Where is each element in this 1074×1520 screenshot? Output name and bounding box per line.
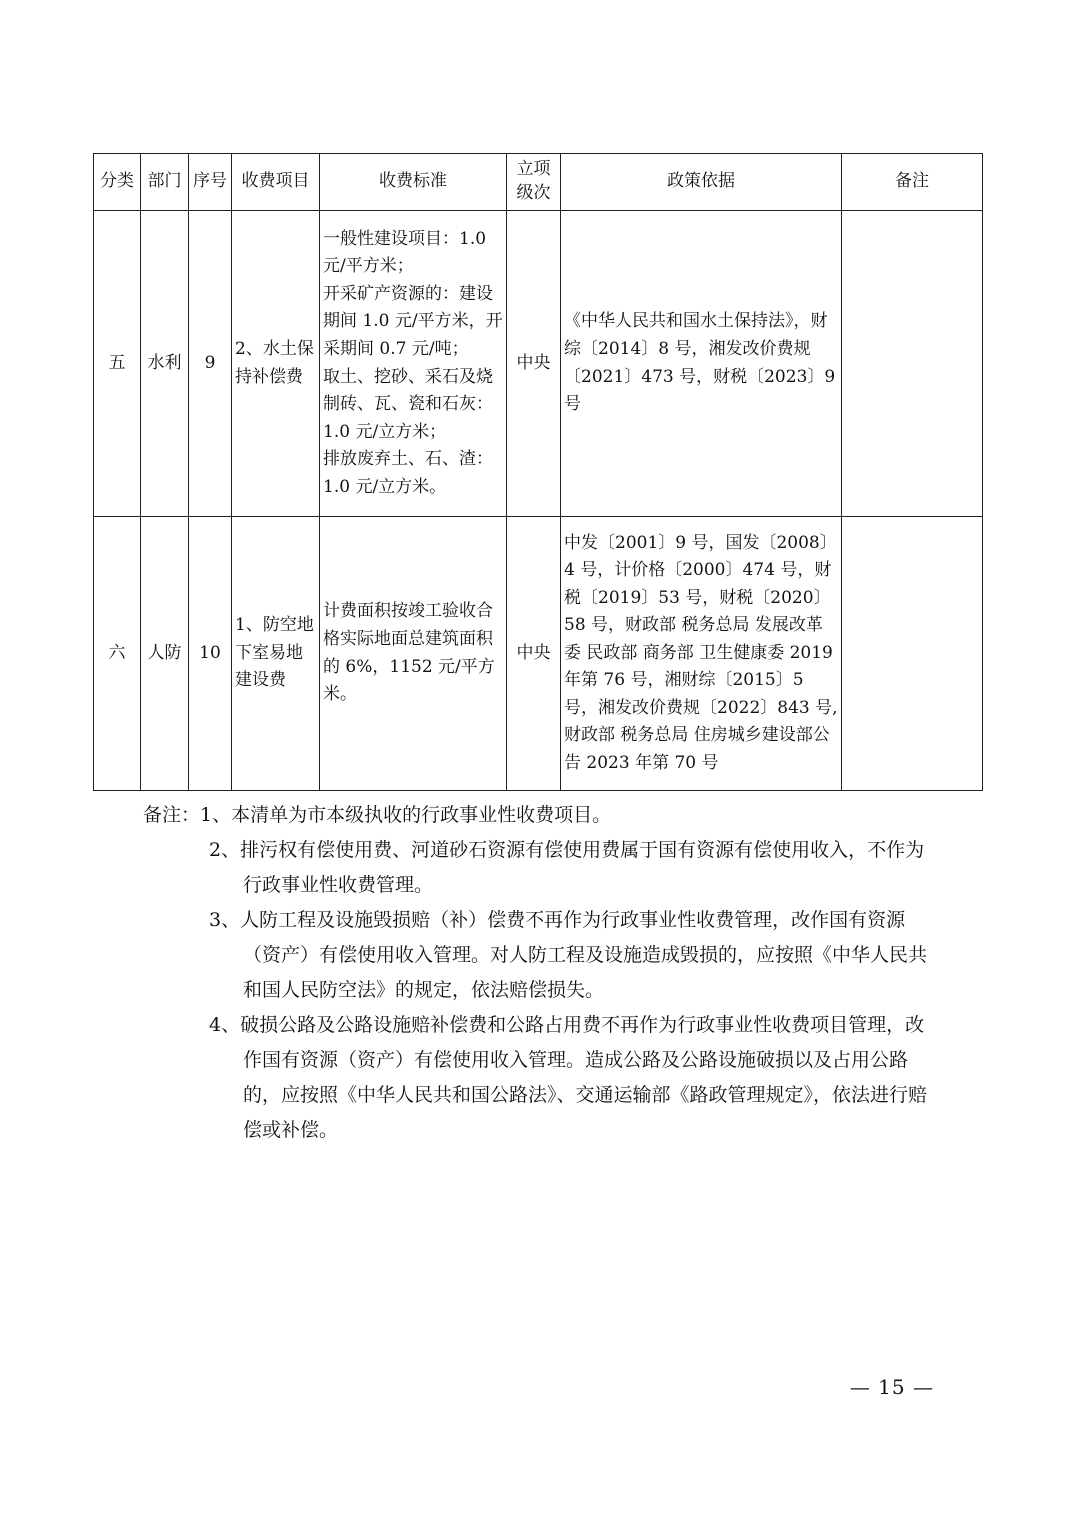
cell-standard	[320, 517, 507, 791]
cell-level: 中央	[507, 517, 561, 791]
header-remark: 备注	[842, 154, 983, 211]
notes-label: 备注：	[143, 804, 201, 826]
standard-line: 开采矿产资源的：建设期间 1.0 元/平方米，开采期间 0.7 元/吨；	[323, 283, 503, 359]
cell-basis: 中发〔2001〕9 号，国发〔2008〕4 号，计价格〔2000〕474 号，财税〔2019〕53 号，财税〔2020〕58 号，财政部 税务总局 发展改革委 民政部 商务部 卫生健康委 2019 年第 76 号，湘财综〔2015〕5 号，湘发改价费规〔2022〕843 号,财政部 税务总局 住房城乡建设部公告 2023 年第 70 号	[561, 517, 842, 791]
header-level: 立项级次	[507, 154, 561, 211]
standard-line: 一般性建设项目：1.0元/平方米；	[323, 228, 487, 277]
standard-line: 计费面积按竣工验收合格实际地面总建筑面积的 6%，1152 元/平方米。	[323, 601, 495, 705]
note-item: 1、本清单为市本级执收的行政事业性收费项目。	[200, 804, 612, 826]
cell-category: 五	[94, 211, 141, 517]
cell-remark	[842, 211, 983, 517]
cell-remark	[842, 517, 983, 791]
page-number: — 15 —	[849, 1375, 934, 1399]
note-item: 3、人防工程及设施毁损赔（补）偿费不再作为行政事业性收费管理，改作国有资源（资产）有偿使用收入管理。对人防工程及设施造成毁损的，应按照《中华人民共和国人民防空法》的规定，依法赔偿损失。	[209, 909, 928, 1001]
fee-table	[93, 153, 983, 791]
cell-department: 人防	[141, 517, 189, 791]
note-item: 4、破损公路及公路设施赔补偿费和公路占用费不再作为行政事业性收费项目管理，改作国有资源（资产）有偿使用收入管理。造成公路及公路设施破损以及占用公路的，应按照《中华人民共和国公路法》、交通运输部《路政管理规定》，依法进行赔偿或补偿。	[209, 1014, 928, 1141]
note-item: 2、排污权有偿使用费、河道砂石资源有偿使用费属于国有资源有偿使用收入，不作为行政事业性收费管理。	[209, 839, 925, 896]
cell-item: 2、水土保持补偿费	[232, 211, 320, 517]
header-seq: 序号	[189, 154, 232, 211]
header-item: 收费项目	[232, 154, 320, 211]
cell-item: 1、防空地下室易地建设费	[232, 517, 320, 791]
table-row	[94, 211, 983, 517]
header-category: 分类	[94, 154, 141, 211]
cell-standard	[320, 211, 507, 517]
cell-category: 六	[94, 517, 141, 791]
header-standard: 收费标准	[320, 154, 507, 211]
standard-line: 取土、挖砂、采石及烧制砖、瓦、瓷和石灰：1.0 元/立方米；	[323, 366, 493, 442]
cell-seq: 9	[189, 211, 232, 517]
header-basis: 政策依据	[561, 154, 842, 211]
cell-seq: 10	[189, 517, 232, 791]
cell-department: 水利	[141, 211, 189, 517]
notes-section	[143, 798, 943, 1148]
cell-basis: 《中华人民共和国水土保持法》，财综〔2014〕8 号，湘发改价费规〔2021〕473 号，财税〔2023〕9号	[561, 211, 842, 517]
header-department: 部门	[141, 154, 189, 211]
table-header-row	[94, 154, 983, 211]
standard-line: 排放废弃土、石、渣：1.0 元/立方米。	[323, 449, 493, 497]
table-row	[94, 517, 983, 791]
cell-level: 中央	[507, 211, 561, 517]
